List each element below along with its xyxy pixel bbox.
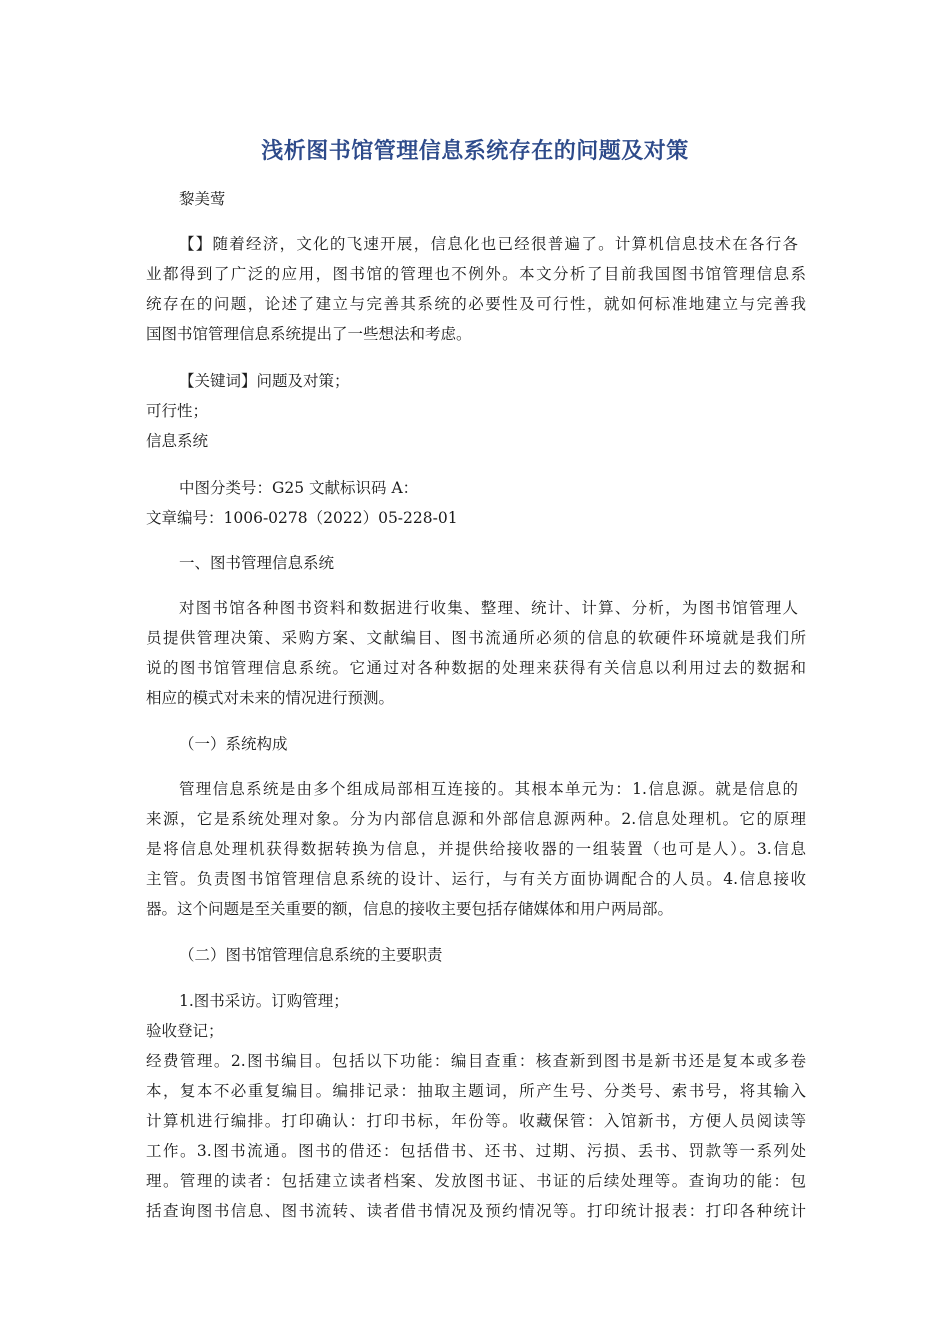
- paragraph-line: 计算机进行编排。打印确认：打印书标，年份等。收藏保管：入馆新书，方便人员阅读等: [146, 1112, 806, 1130]
- paragraph-line: 本，复本不必重复编目。编排记录：抽取主题词，所产生号、分类号、索书号，将其输入: [146, 1082, 806, 1100]
- paragraph-line: 括查询图书信息、图书流转、读者借书情况及预约情况等。打印统计报表：打印各种统计: [146, 1202, 806, 1220]
- paragraph-line: 员提供管理决策、采购方案、文献编目、图书流通所必须的信息的软硬件环境就是我们所: [146, 629, 806, 647]
- paragraph-line: 说的图书馆管理信息系统。它通过对各种数据的处理来获得有关信息以利用过去的数据和: [146, 659, 806, 677]
- subsection-heading: （二）图书馆管理信息系统的主要职责: [179, 946, 443, 964]
- paragraph-line: 管理信息系统是由多个组成局部相互连接的。其根本单元为：1.信息源。就是信息的: [179, 780, 798, 798]
- paragraph-line: 相应的模式对未来的情况进行预测。: [146, 689, 395, 707]
- abstract-line: 国图书馆管理信息系统提出了一些想法和考虑。: [146, 325, 472, 343]
- document-title: 浅析图书馆管理信息系统存在的问题及对策: [261, 139, 689, 164]
- section-heading: 一、图书管理信息系统: [179, 554, 335, 572]
- paragraph-line: 1.图书采访。订购管理；: [179, 992, 349, 1010]
- paragraph-line: 主管。负责图书馆管理信息系统的设计、运行，与有关方面协调配合的人员。4.信息接收: [146, 870, 806, 888]
- abstract-line: 【】随着经济，文化的飞速开展，信息化也已经很普遍了。计算机信息技术在各行各: [179, 235, 798, 253]
- keywords-line: 信息系统: [146, 432, 209, 450]
- abstract-line: 统存在的问题，论述了建立与完善其系统的必要性及可行性，就如何标准地建立与完善我: [146, 295, 806, 313]
- classification-line: 中图分类号：G25 文献标识码 A：: [179, 479, 419, 497]
- paragraph-line: 器。这个问题是至关重要的额，信息的接收主要包括存储媒体和用户两局部。: [146, 900, 674, 918]
- subsection-heading: （一）系统构成: [179, 735, 288, 753]
- paragraph-line: 验收登记；: [146, 1022, 224, 1040]
- paragraph-line: 理。管理的读者：包括建立读者档案、发放图书证、书证的后续处理等。查询功的能：包: [146, 1172, 806, 1190]
- paragraph-line: 来源，它是系统处理对象。分为内部信息源和外部信息源两种。2.信息处理机。它的原理: [146, 810, 806, 828]
- paragraph-line: 工作。3.图书流通。图书的借还：包括借书、还书、过期、污损、丢书、罚款等一系列处: [146, 1142, 806, 1160]
- paragraph-line: 经费管理。2.图书编目。包括以下功能：编目查重：核查新到图书是新书还是复本或多卷: [146, 1052, 806, 1070]
- article-number-line: 文章编号：1006-0278（2022）05-228-01: [146, 509, 458, 527]
- author-name: 黎美莺: [179, 190, 226, 208]
- paragraph-line: 对图书馆各种图书资料和数据进行收集、整理、统计、计算、分析，为图书馆管理人: [179, 599, 798, 617]
- keywords-line: 【关键词】问题及对策；: [179, 372, 350, 390]
- paragraph-line: 是将信息处理机获得数据转换为信息，并提供给接收器的一组装置（也可是人）。3.信息: [146, 840, 806, 858]
- abstract-line: 业都得到了广泛的应用，图书馆的管理也不例外。本文分析了目前我国图书馆管理信息系: [146, 265, 806, 283]
- keywords-line: 可行性；: [146, 402, 209, 420]
